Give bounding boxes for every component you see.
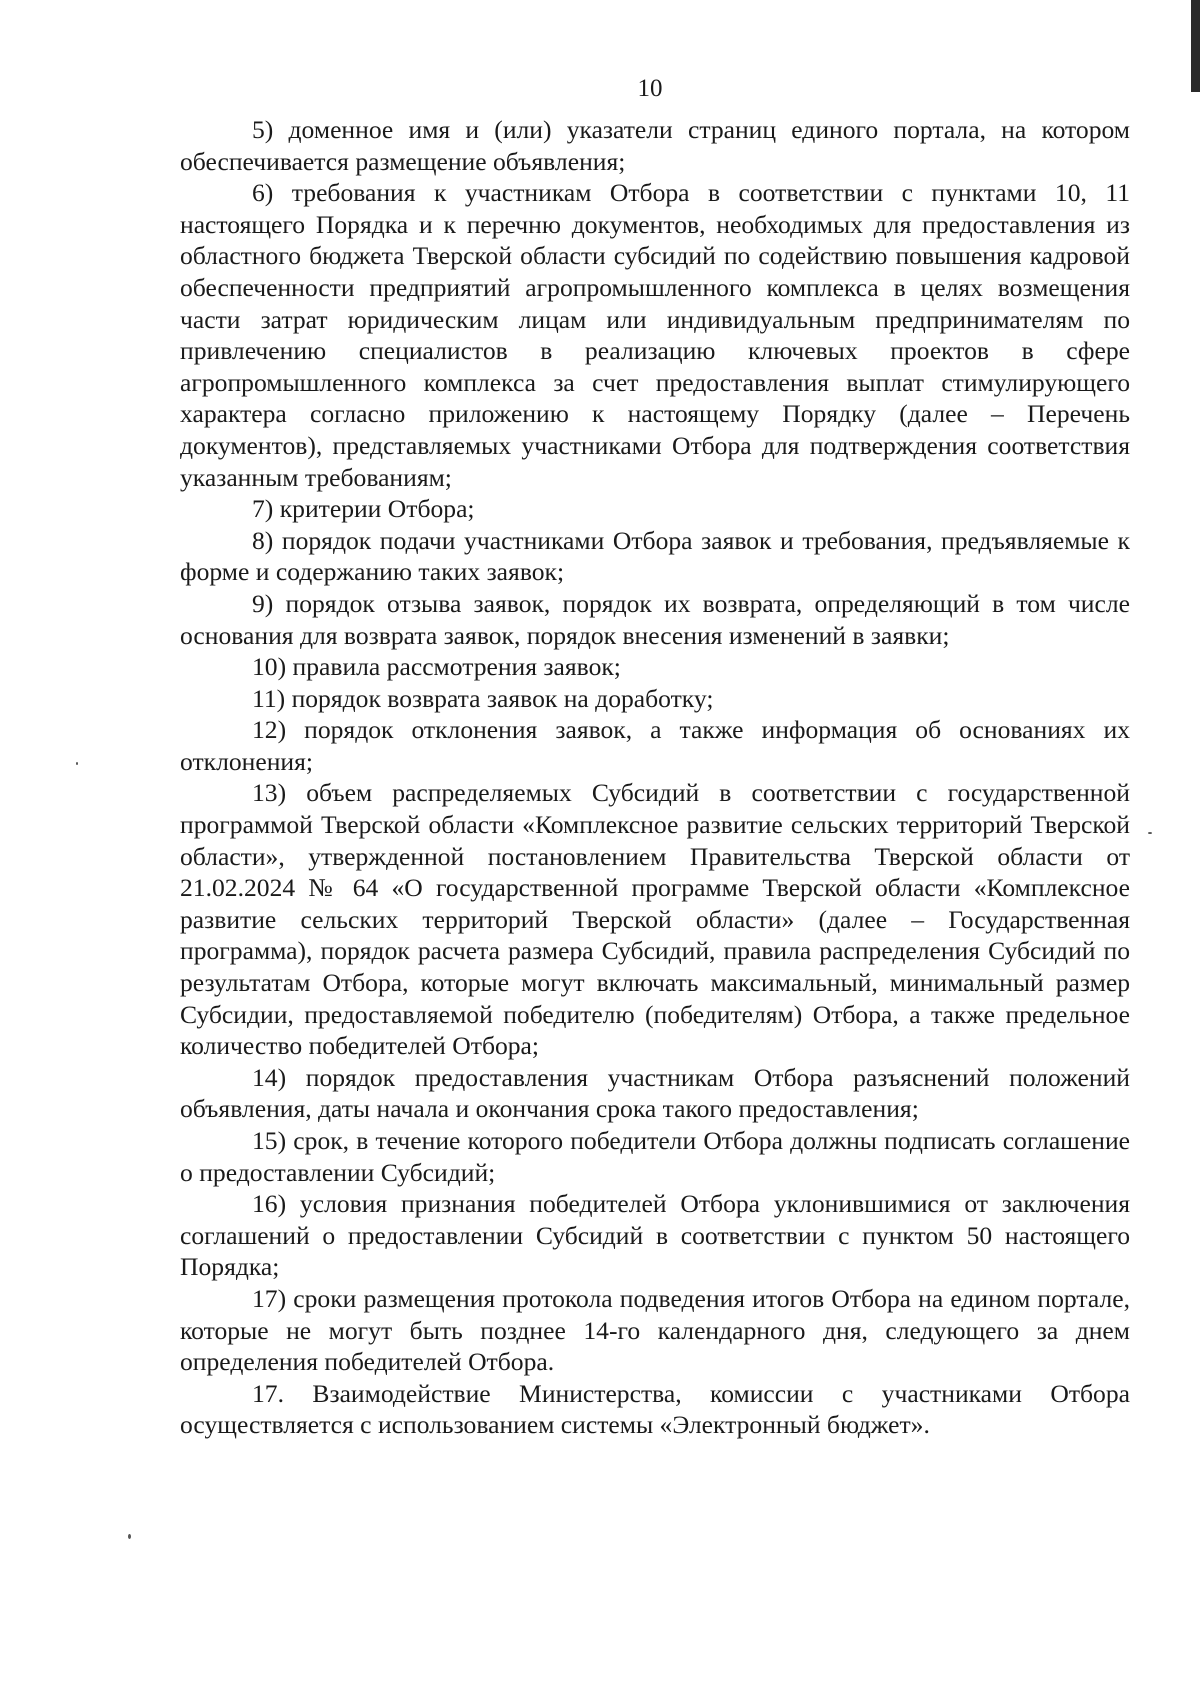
paragraph-item-9: 9) порядок отзыва заявок, порядок их возврата, определяющий в том числе основания для возврата заявок, порядок внесения изменений в заявки; bbox=[180, 588, 1130, 650]
paragraph-item-7: 7) критерии Отбора; bbox=[252, 494, 475, 524]
paragraph-item-13: 13) объем распределяемых Субсидий в соответствии с государственной программой Тверской области «Комплексное развитие сельских территорий Тверской области», утвержденной постановлением Правительства Тверской области от 21.02.2024 № 64 «О государственной программе Тверской области «Комплексное развитие сельских территорий Тверской области» (далее – Государственная программа), порядок расчета размера Субсидий, правила распределения Субсидий по результатам Отбора, которые могут включать максимальный, минимальный размер Субсидии, предоставляемой победителю (победителям) Отбора, а также предельное количество победителей Отбора; bbox=[180, 778, 1130, 1061]
scan-speck bbox=[1148, 832, 1152, 834]
paragraph-item-6: 6) требования к участникам Отбора в соответствии с пунктами 10, 11 настоящего Порядка и к перечню документов, необходимых для предоставления из областного бюджета Тверской области субсидий по содействию повышения кадровой обеспеченности предприятий агропромышленного комплекса в целях возмещения части затрат юридическим лицам или индивидуальным предпринимателям по привлечению специалистов в реализацию ключевых проектов в сфере агропромышленного комплекса за счет предоставления выплат стимулирующего характера согласно приложению к настоящему Порядку (далее – Перечень документов), представляемых участниками Отбора для подтверждения соответствия указанным требованиям; bbox=[180, 178, 1130, 492]
paragraph-item-12: 12) порядок отклонения заявок, а также информация об основаниях их отклонения; bbox=[180, 715, 1130, 776]
paragraph-section-17: 17. Взаимодействие Министерства, комиссии с участниками Отбора осуществляется с использованием системы «Электронный бюджет». bbox=[180, 1378, 1130, 1440]
paragraph-item-14: 14) порядок предоставления участникам Отбора разъяснений положений объявления, даты начала и окончания срока такого предоставления; bbox=[180, 1062, 1130, 1124]
paragraph-item-10: 10) правила рассмотрения заявок; bbox=[252, 652, 621, 682]
paragraph-item-5: 5) доменное имя и (или) указатели страниц единого портала, на котором обеспечивается размещение объявления; bbox=[180, 115, 1130, 176]
paragraph-item-11: 11) порядок возврата заявок на доработку; bbox=[252, 683, 714, 713]
paragraph-item-8: 8) порядок подачи участниками Отбора заявок и требования, предъявляемые к форме и содержанию таких заявок; bbox=[180, 525, 1130, 587]
paragraph-item-17: 17) сроки размещения протокола подведения итогов Отбора на едином портале, которые не могут быть позднее 14-го календарного дня, следующего за днем определения победителей Отбора. bbox=[180, 1283, 1130, 1377]
document-body bbox=[180, 114, 1130, 1441]
paragraph-item-15: 15) срок, в течение которого победители Отбора должны подписать соглашение о предоставлении Субсидий; bbox=[180, 1126, 1130, 1187]
scan-speck bbox=[128, 1534, 131, 1539]
scan-speck bbox=[76, 762, 78, 765]
page-number: 10 bbox=[637, 75, 663, 102]
paragraph-item-16: 16) условия признания победителей Отбора уклонившимися от заключения соглашений о предоставлении Субсидий в соответствии с пунктом 50 настоящего Порядка; bbox=[180, 1189, 1130, 1282]
